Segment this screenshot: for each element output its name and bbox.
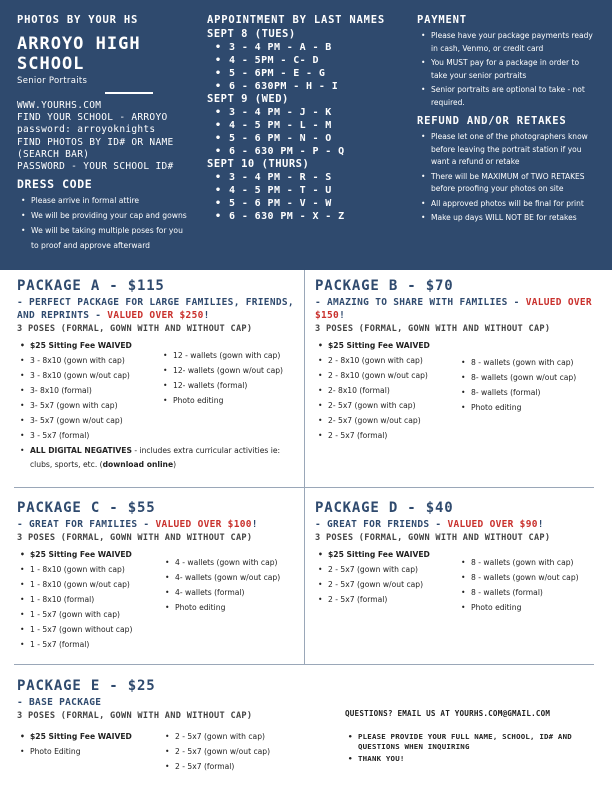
package-e-items: [17, 729, 317, 779]
appointments-day: [207, 28, 407, 93]
refund-item: • There will be MAXIMUM of TWO RETAKES before proofing your photos on site: [417, 171, 597, 196]
package-item: • 1 - 8x10 (gown with cap): [17, 562, 132, 577]
package-item: • 2 - 5x7 (formal): [162, 759, 270, 774]
refund-item: • All approved photos will be final for print: [417, 198, 597, 211]
package-item: • 8 - wallets (gown with cap): [458, 355, 576, 370]
package-b-col2: [458, 355, 576, 415]
questions-line: QUESTIONS? EMAIL US AT YOURHS.COM@GMAIL.COM: [345, 709, 551, 718]
package-item: • 1 - 5x7 (formal): [17, 637, 132, 652]
appointments-day: [207, 158, 407, 223]
refund-list: [417, 131, 597, 225]
package-item: • 2 - 8x10 (gown w/out cap): [315, 368, 430, 383]
time-slot: • 3 - 4 PM - A - B: [207, 41, 407, 54]
dress-code-item: • We will be providing your cap and gowns: [17, 208, 202, 223]
package-c-col1: [17, 547, 132, 652]
package-item: • 12- wallets (formal): [160, 378, 283, 393]
package-e-title: PACKAGE E - $25: [17, 678, 156, 694]
value-badge: VALUED OVER $150: [315, 297, 592, 321]
package-item: • 2 - 5x7 (formal): [315, 428, 430, 443]
time-slot: • 4 - 5 PM - T - U: [207, 184, 407, 197]
info-line[interactable]: WWW.YOURHS.COM: [17, 100, 102, 111]
package-item: • 4- wallets (gown w/out cap): [162, 570, 280, 585]
school-name-line1: ARROYO HIGH: [17, 34, 141, 54]
dress-code-item: • We will be taking multiple poses for you: [17, 223, 202, 238]
payment-title: PAYMENT: [417, 14, 467, 26]
package-b-col1: [315, 338, 430, 443]
refund-item: • Please let one of the photographers know before leaving the portrait station if you want a refund or retake: [417, 131, 597, 169]
package-e: [17, 678, 317, 779]
package-c: [17, 500, 302, 657]
package-e-description: - BASE PACKAGE: [17, 697, 102, 708]
desc-bang: !: [251, 519, 258, 530]
desc-text: - AMAZING TO SHARE WITH FAMILIES -: [315, 297, 526, 308]
package-b-poses: 3 POSES (FORMAL, GOWN WITH AND WITHOUT CAP): [315, 324, 551, 334]
dress-code-item: • Please arrive in formal attire: [17, 193, 202, 208]
package-c-description: [17, 518, 302, 531]
digital-negatives-item: [17, 444, 302, 472]
package-item: • 8 - wallets (formal): [458, 585, 579, 600]
package-d-items: [315, 547, 605, 627]
website-info: [17, 100, 202, 173]
package-item: • 1 - 5x7 (gown with cap): [17, 607, 132, 622]
refund-item: • Make up days WILL NOT BE for retakes: [417, 212, 597, 225]
divider: [105, 92, 153, 94]
questions-item: • THANK YOU!: [345, 754, 595, 764]
package-a-description: [17, 296, 302, 322]
appointments-column: [207, 14, 407, 223]
package-item: • 3 - 8x10 (gown with cap): [17, 353, 132, 368]
sitting-fee-item: • $25 Sitting Fee WAIVED: [17, 338, 132, 353]
package-b-title: PACKAGE B - $70: [315, 278, 454, 294]
package-b-items: [315, 338, 605, 448]
negatives-bold: ALL DIGITAL NEGATIVES: [30, 446, 132, 455]
package-item: • 4- wallets (formal): [162, 585, 280, 600]
package-a-items: [17, 338, 302, 444]
sitting-fee-item: • $25 Sitting Fee WAIVED: [315, 338, 430, 353]
package-e-col1: [17, 729, 132, 759]
info-line: FIND YOUR SCHOOL - ARROYO: [17, 112, 168, 124]
package-item: • 3- 5x7 (gown with cap): [17, 398, 132, 413]
package-a-col1: [17, 338, 132, 443]
package-item: • 1 - 8x10 (gown w/out cap): [17, 577, 132, 592]
package-item: • 12- wallets (gown w/out cap): [160, 363, 283, 378]
package-item: • 8 - wallets (gown with cap): [458, 555, 579, 570]
package-a-title: PACKAGE A - $115: [17, 278, 165, 294]
package-item: • Photo Editing: [17, 744, 132, 759]
package-item: • 2- 5x7 (gown with cap): [315, 398, 430, 413]
time-slot: • 5 - 6PM - E - G: [207, 67, 407, 80]
package-d: [315, 500, 605, 627]
payment-list: [417, 30, 597, 109]
package-c-items: [17, 547, 302, 657]
package-e-col2: [162, 729, 270, 774]
negatives-end: ): [173, 460, 177, 469]
time-slot: • 6 - 630 PM - X - Z: [207, 210, 407, 223]
payment-item: • Senior portraits are optional to take - not required.: [417, 84, 597, 109]
package-b-description: [315, 296, 605, 322]
package-item: • 2 - 5x7 (gown with cap): [315, 562, 430, 577]
dress-code-item-continued: to proof and approve afterward: [31, 241, 151, 251]
refund-title: REFUND AND/OR RETAKES: [417, 115, 567, 127]
time-slot: • 3 - 4 PM - J - K: [207, 106, 407, 119]
package-item: • 2 - 5x7 (formal): [315, 592, 430, 607]
dress-code-list: [17, 193, 202, 253]
header-banner: [0, 0, 612, 270]
school-name-line2: SCHOOL: [17, 54, 85, 74]
questions-list: [345, 732, 595, 764]
package-item: • 2 - 5x7 (gown w/out cap): [315, 577, 430, 592]
time-slot: • 5 - 6 PM - V - W: [207, 197, 407, 210]
package-item: • 1 - 5x7 (gown without cap): [17, 622, 132, 637]
package-a-poses: 3 POSES (FORMAL, GOWN WITH AND WITHOUT CAP): [17, 324, 253, 334]
package-item: • 8- wallets (gown w/out cap): [458, 370, 576, 385]
desc-text: - PERFECT PACKAGE FOR LARGE FAMILIES, FRIENDS, AND REPRINTS -: [17, 297, 294, 321]
photos-by-label: PHOTOS BY YOUR HS: [17, 14, 139, 26]
info-line: (SEARCH BAR): [17, 148, 90, 160]
package-b: [315, 278, 605, 448]
package-item: • 2- 8x10 (formal): [315, 383, 430, 398]
time-slot: • 4 - 5 PM - L - M: [207, 119, 407, 132]
school-info-column: [17, 14, 202, 253]
grid-divider-horizontal: [14, 664, 594, 665]
package-item: • 3- 8x10 (formal): [17, 383, 132, 398]
desc-text: - GREAT FOR FAMILIES -: [17, 519, 156, 530]
package-d-poses: 3 POSES (FORMAL, GOWN WITH AND WITHOUT CAP): [315, 533, 551, 543]
info-line: password: arroyoknights: [17, 124, 156, 136]
package-item: • 4 - wallets (gown with cap): [162, 555, 280, 570]
payment-item: • Please have your package payments ready in cash, Venmo, or credit card: [417, 30, 597, 55]
sitting-fee-item: • $25 Sitting Fee WAIVED: [315, 547, 430, 562]
download-online: download online: [102, 460, 174, 469]
package-item: • Photo editing: [458, 600, 579, 615]
package-item: • 1 - 8x10 (formal): [17, 592, 132, 607]
package-d-description: [315, 518, 605, 531]
day-label: SEPT 8 (TUES): [207, 28, 296, 40]
time-slot: • 4 - 5PM - C- D: [207, 54, 407, 67]
package-item: • 3 - 5x7 (formal): [17, 428, 132, 443]
payment-column: [417, 14, 597, 227]
school-subtitle: Senior Portraits: [17, 76, 88, 86]
value-badge: VALUED OVER $100: [155, 519, 252, 530]
grid-divider-horizontal: [14, 487, 594, 488]
grid-divider-vertical: [304, 270, 305, 665]
value-badge: VALUED OVER $90: [447, 519, 538, 530]
time-slot: • 3 - 4 PM - R - S: [207, 171, 407, 184]
package-e-poses: 3 POSES (FORMAL, GOWN WITH AND WITHOUT CAP): [17, 711, 253, 721]
package-d-col1: [315, 547, 430, 607]
desc-bang: !: [537, 519, 544, 530]
package-item: • 8 - wallets (gown w/out cap): [458, 570, 579, 585]
time-slot: • 6 - 630 PM - P - Q: [207, 145, 407, 158]
desc-text: - GREAT FOR FRIENDS -: [315, 519, 448, 530]
package-item: • 12 - wallets (gown with cap): [160, 348, 283, 363]
package-item: • 2 - 5x7 (gown with cap): [162, 729, 270, 744]
package-item: • Photo editing: [160, 393, 283, 408]
appointments-title: APPOINTMENT BY LAST NAMES: [207, 14, 386, 26]
package-item: • Photo editing: [162, 600, 280, 615]
package-c-title: PACKAGE C - $55: [17, 500, 156, 516]
package-item: • 8- wallets (formal): [458, 385, 576, 400]
package-d-title: PACKAGE D - $40: [315, 500, 454, 516]
desc-bang: !: [339, 310, 346, 321]
package-d-col2: [458, 555, 579, 615]
package-item: • 3- 5x7 (gown w/out cap): [17, 413, 132, 428]
package-a: [17, 278, 302, 472]
package-item: • 2- 5x7 (gown w/out cap): [315, 413, 430, 428]
package-item: • 2 - 8x10 (gown with cap): [315, 353, 430, 368]
package-c-poses: 3 POSES (FORMAL, GOWN WITH AND WITHOUT CAP): [17, 533, 253, 543]
package-item: • 2 - 5x7 (gown w/out cap): [162, 744, 270, 759]
time-slot: • 6 - 630PM - H - I: [207, 80, 407, 93]
package-a-col2: [160, 348, 283, 408]
sitting-fee-item: • $25 Sitting Fee WAIVED: [17, 729, 132, 744]
dress-code-title: DRESS CODE: [17, 177, 93, 192]
day-label: SEPT 10 (THURS): [207, 158, 310, 170]
value-badge: VALUED OVER $250: [107, 310, 204, 321]
day-label: SEPT 9 (WED): [207, 93, 289, 105]
package-item: • 3 - 8x10 (gown w/out cap): [17, 368, 132, 383]
info-line: PASSWORD - YOUR SCHOOL ID#: [17, 161, 174, 173]
questions-item: • PLEASE PROVIDE YOUR FULL NAME, SCHOOL, ID# AND QUESTIONS WHEN INQUIRING: [345, 732, 595, 752]
desc-bang: !: [203, 310, 210, 321]
school-name: [17, 34, 202, 74]
info-line: FIND PHOTOS BY ID# OR NAME: [17, 136, 174, 148]
time-slot: • 5 - 6 PM - N - O: [207, 132, 407, 145]
payment-item: • You MUST pay for a package in order to take your senior portraits: [417, 57, 597, 82]
sitting-fee-item: • $25 Sitting Fee WAIVED: [17, 547, 132, 562]
appointments-day: [207, 93, 407, 158]
package-item: • Photo editing: [458, 400, 576, 415]
package-c-col2: [162, 555, 280, 615]
negatives-text: - includes extra curricular activities ie: clubs, sports, etc. (: [30, 446, 281, 469]
